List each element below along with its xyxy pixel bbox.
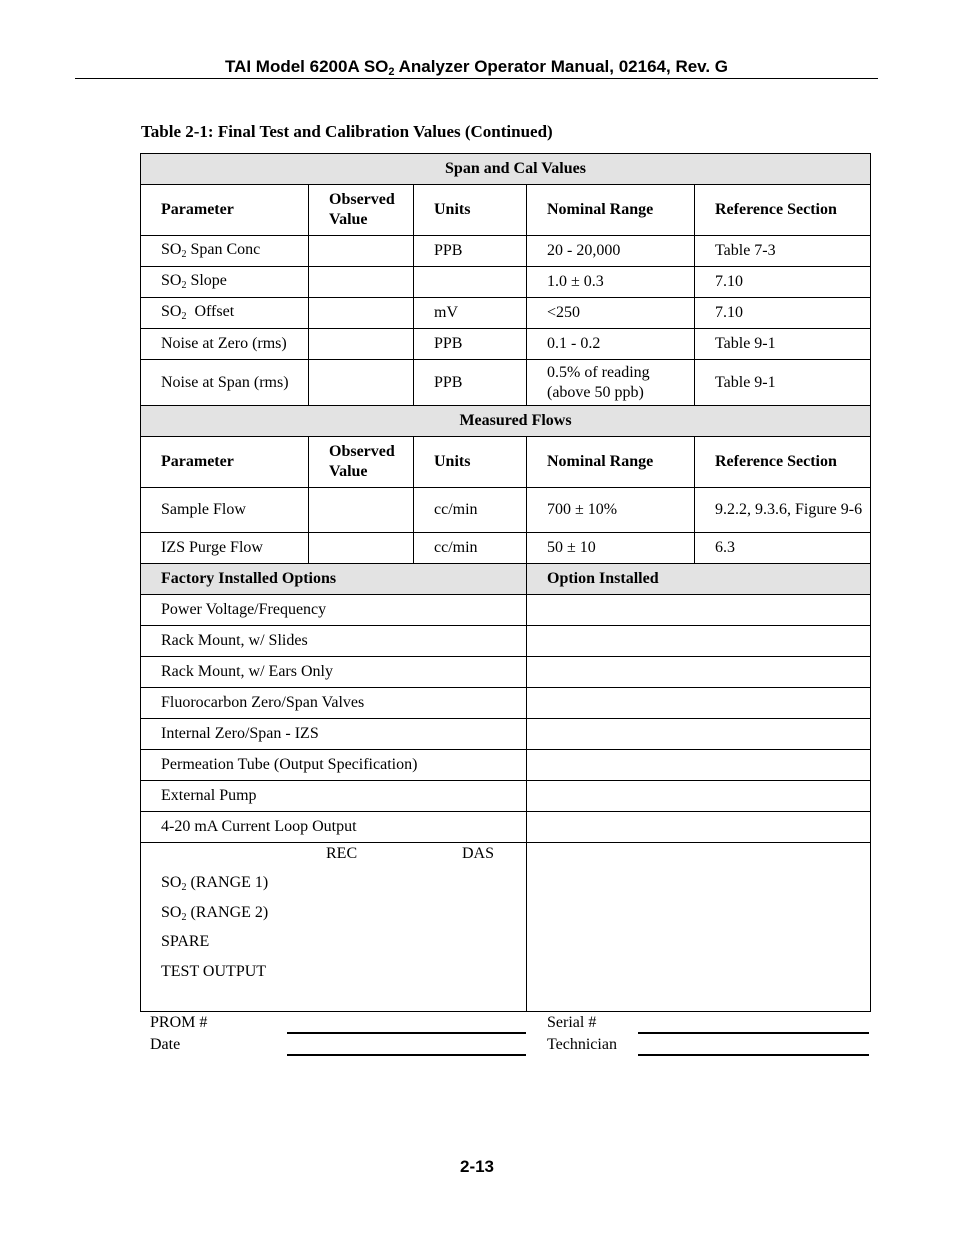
range-cell: 0.5% of reading (above 50 ppb) — [527, 360, 695, 406]
ref-cell: Table 7-3 — [695, 236, 871, 267]
col-nominal-range: Nominal Range — [527, 437, 695, 488]
units-cell: PPB — [414, 329, 527, 360]
date-line[interactable] — [287, 1054, 526, 1056]
col-units: Units — [414, 185, 527, 236]
date-label: Date — [150, 1036, 181, 1053]
rec-label: REC — [326, 845, 358, 862]
outputs-installed-cell[interactable] — [527, 843, 871, 1012]
table-row — [141, 329, 871, 360]
range-cell: 1.0 ± 0.3 — [527, 267, 695, 298]
table-row — [141, 267, 871, 298]
option-row — [141, 750, 871, 781]
option-installed-cell[interactable] — [527, 812, 871, 843]
param-cell: $SO_2$ Slope — [141, 267, 309, 298]
option-row — [141, 812, 871, 843]
table-row — [141, 533, 871, 564]
ref-cell: Table 9-1 — [695, 360, 871, 406]
so2-range2-label: $SO_2$ (RANGE 2) — [161, 904, 269, 923]
observed-cell[interactable] — [309, 298, 414, 329]
col-nominal-range: Nominal Range — [527, 185, 695, 236]
option-installed-cell[interactable] — [527, 719, 871, 750]
ref-cell: 6.3 — [695, 533, 871, 564]
units-cell: cc/min — [414, 533, 527, 564]
option-label: Rack Mount, w/ Ears Only — [141, 657, 527, 688]
header-title-sub: 2 — [388, 66, 395, 78]
param-cell: Noise at Zero (rms) — [141, 329, 309, 360]
serial-label: Serial # — [547, 1014, 597, 1031]
col-reference: Reference Section — [695, 185, 871, 236]
col-parameter: Parameter — [141, 185, 309, 236]
option-row — [141, 719, 871, 750]
table-row — [141, 360, 871, 406]
param-cell: Sample Flow — [141, 488, 309, 533]
param-cell: IZS Purge Flow — [141, 533, 309, 564]
page-header — [75, 56, 878, 79]
units-cell: cc/min — [414, 488, 527, 533]
units-cell: PPB — [414, 236, 527, 267]
prom-line[interactable] — [287, 1032, 526, 1034]
col-observed: Observed Value — [309, 437, 414, 488]
option-row — [141, 626, 871, 657]
option-installed-cell[interactable] — [527, 688, 871, 719]
prom-label: PROM # — [150, 1014, 208, 1031]
units-cell: PPB — [414, 360, 527, 406]
observed-cell[interactable] — [309, 533, 414, 564]
option-label: 4-20 mA Current Loop Output — [141, 812, 527, 843]
range-cell: <250 — [527, 298, 695, 329]
observed-cell[interactable] — [309, 360, 414, 406]
table-row — [141, 236, 871, 267]
option-label: Fluorocarbon Zero/Span Valves — [141, 688, 527, 719]
col-observed: Observed Value — [309, 185, 414, 236]
range-cell: 0.1 - 0.2 — [527, 329, 695, 360]
serial-line[interactable] — [638, 1032, 869, 1034]
units-cell: mV — [414, 298, 527, 329]
ref-cell: 9.2.2, 9.3.6, Figure 9-6 — [695, 488, 871, 533]
range-cell: 20 - 20,000 — [527, 236, 695, 267]
observed-cell[interactable] — [309, 236, 414, 267]
option-installed-cell[interactable] — [527, 595, 871, 626]
observed-cell[interactable] — [309, 329, 414, 360]
col-units: Units — [414, 437, 527, 488]
observed-cell[interactable] — [309, 267, 414, 298]
ref-cell: 7.10 — [695, 267, 871, 298]
header-title-pre: TAI Model 6200A SO — [224, 57, 389, 76]
options-left-header: Factory Installed Options — [141, 564, 527, 595]
option-label: Internal Zero/Span - IZS — [141, 719, 527, 750]
table-row — [141, 488, 871, 533]
param-cell: $SO_2$ Span Conc — [141, 236, 309, 267]
param-cell: $SO_2$ Offset — [141, 298, 309, 329]
calibration-table — [140, 153, 871, 1012]
option-row — [141, 781, 871, 812]
table-caption: Table 2-1: Final Test and Calibration Values (Continued) — [141, 122, 553, 141]
table-row — [141, 298, 871, 329]
header-title-post: Analyzer Operator Manual, 02164, Rev. G — [394, 57, 729, 76]
col-reference: Reference Section — [695, 437, 871, 488]
technician-line[interactable] — [638, 1054, 869, 1056]
option-label: External Pump — [141, 781, 527, 812]
test-output-label: TEST OUTPUT — [161, 963, 267, 980]
option-installed-cell[interactable] — [527, 750, 871, 781]
options-right-header: Option Installed — [527, 564, 871, 595]
so2-range1-label: $SO_2$ (RANGE 1) — [161, 874, 269, 893]
range-cell: 700 ± 10% — [527, 488, 695, 533]
option-installed-cell[interactable] — [527, 626, 871, 657]
observed-cell[interactable] — [309, 488, 414, 533]
option-label: Power Voltage/Frequency — [141, 595, 527, 626]
outputs-row — [141, 843, 871, 1012]
option-label: Rack Mount, w/ Slides — [141, 626, 527, 657]
units-cell — [414, 267, 527, 298]
range-cell: 50 ± 10 — [527, 533, 695, 564]
option-installed-cell[interactable] — [527, 781, 871, 812]
outputs-cell — [141, 843, 527, 1012]
flow-section-title: Measured Flows — [141, 406, 871, 437]
das-label: DAS — [462, 845, 495, 862]
ref-cell: 7.10 — [695, 298, 871, 329]
spare-label: SPARE — [161, 933, 210, 950]
page-number: 2-13 — [459, 1157, 495, 1176]
param-cell: Noise at Span (rms) — [141, 360, 309, 406]
option-label: Permeation Tube (Output Specification) — [141, 750, 527, 781]
option-row — [141, 688, 871, 719]
option-installed-cell[interactable] — [527, 657, 871, 688]
technician-label: Technician — [547, 1036, 617, 1053]
col-parameter: Parameter — [141, 437, 309, 488]
span-section-title: Span and Cal Values — [141, 154, 871, 185]
option-row — [141, 595, 871, 626]
option-row — [141, 657, 871, 688]
ref-cell: Table 9-1 — [695, 329, 871, 360]
